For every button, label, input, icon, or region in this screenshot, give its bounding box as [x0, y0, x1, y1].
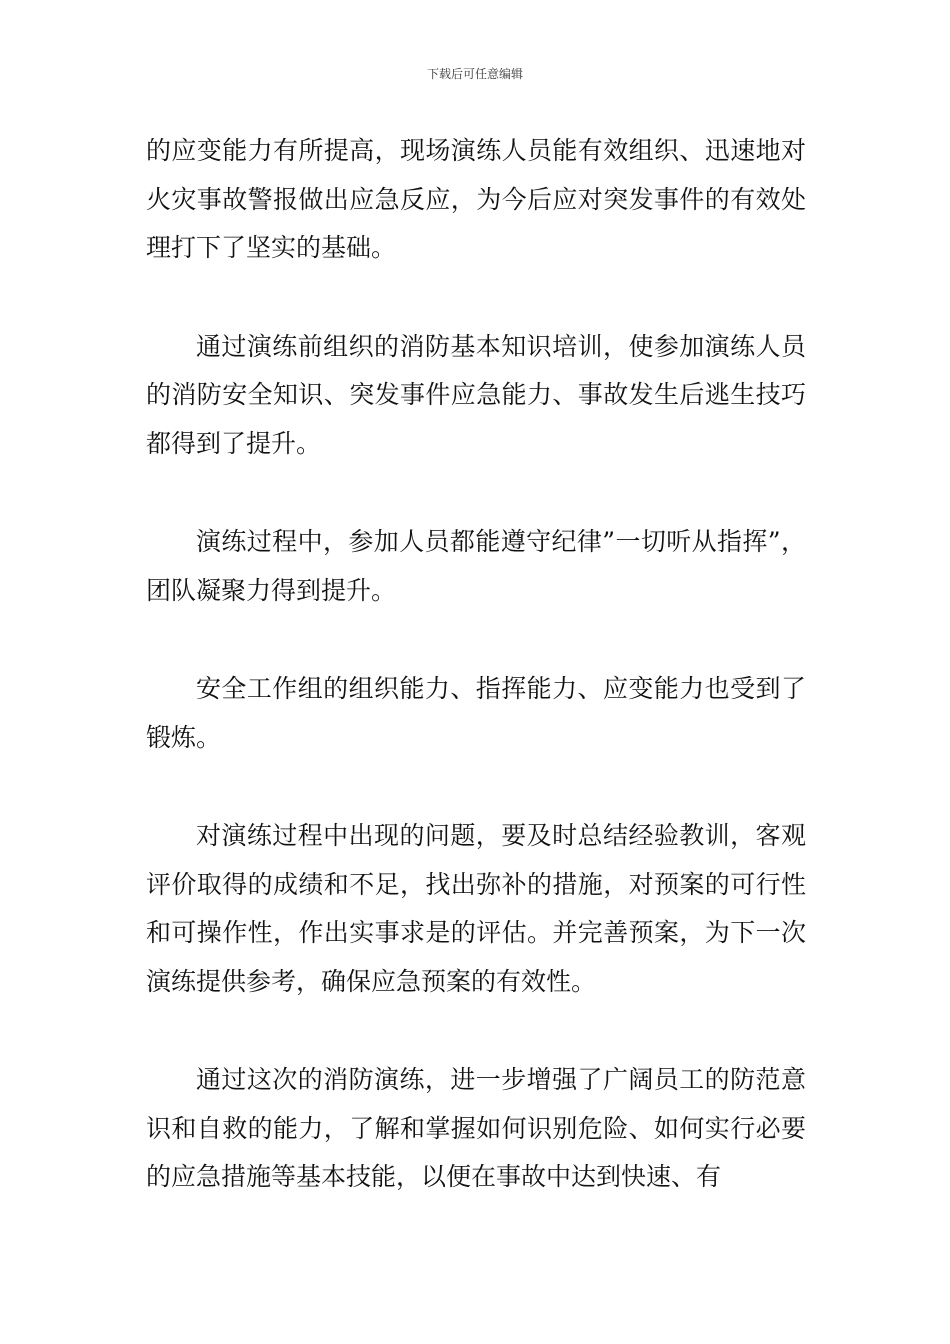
document-body: [146, 127, 806, 1202]
paragraph-discipline: 演练过程中，参加人员都能遵守纪律”一切听从指挥”，团队凝聚力得到提升。: [146, 527, 806, 605]
paragraph-review: 对演练过程中出现的问题，要及时总结经验教训，客观评价取得的成绩和不足，找出弥补的措施，对预案的可行性和可操作性，作出实事求是的评估。并完善预案，为下一次演练提供参考，确保应急预案的有效性。: [146, 821, 806, 996]
paragraph-safety-team: 安全工作组的组织能力、指挥能力、应变能力也受到了锻炼。: [146, 674, 806, 752]
paragraph-training: 通过演练前组织的消防基本知识培训，使参加演练人员的消防安全知识、突发事件应急能力、事故发生后逃生技巧都得到了提升。: [146, 331, 806, 458]
page-header-note: 下载后可任意编辑: [426, 67, 523, 81]
paragraph-continued: 的应变能力有所提高，现场演练人员能有效组织、迅速地对火灾事故警报做出应急反应，为今后应对突发事件的有效处理打下了坚实的基础。: [146, 136, 806, 262]
paragraph-awareness: 通过这次的消防演练，进一步增强了广阔员工的防范意识和自救的能力，了解和掌握如何识别危险、如何实行必要的应急措施等基本技能，以便在事故中达到快速、有: [146, 1065, 806, 1191]
